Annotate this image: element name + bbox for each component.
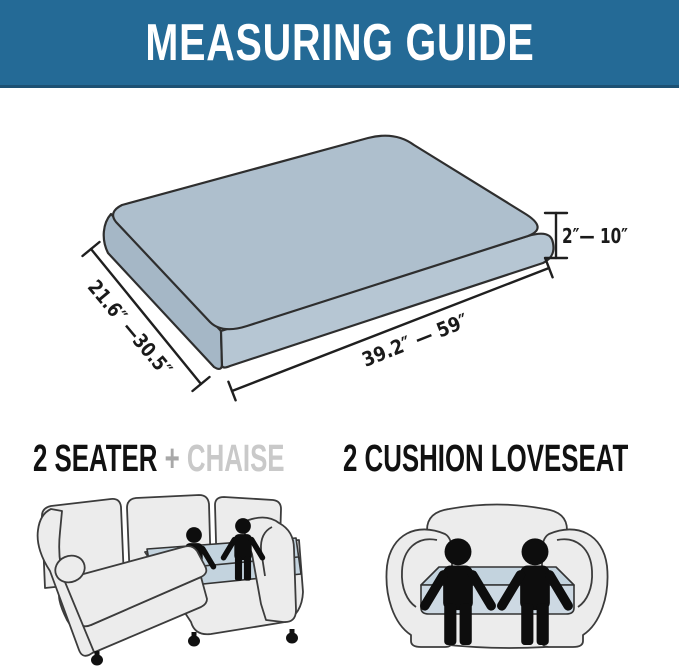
loveseat-heading bbox=[343, 440, 628, 478]
sectional-heading-chaise: CHAISE bbox=[186, 438, 285, 480]
sectional-heading bbox=[33, 440, 285, 478]
sectional-heading-seater: 2 SEATER bbox=[33, 438, 158, 480]
cushion-illustration bbox=[104, 136, 554, 372]
page-title: MEASURING GUIDE bbox=[144, 13, 535, 72]
width-dimension-label: 39.2″ — 59″ bbox=[358, 302, 488, 372]
cushion-measurement-diagram bbox=[0, 95, 679, 425]
depth-dimension-label: 21.6″ —30.5″ bbox=[82, 275, 194, 401]
height-dimension-label: 2″— 10″ bbox=[562, 224, 629, 248]
header-banner bbox=[0, 0, 679, 88]
sectional-sofa-illustration bbox=[15, 492, 335, 668]
loveseat-illustration bbox=[375, 494, 665, 667]
loveseat-heading-label: 2 CUSHION LOVESEAT bbox=[343, 438, 629, 480]
sectional-heading-plus: + bbox=[164, 438, 180, 480]
